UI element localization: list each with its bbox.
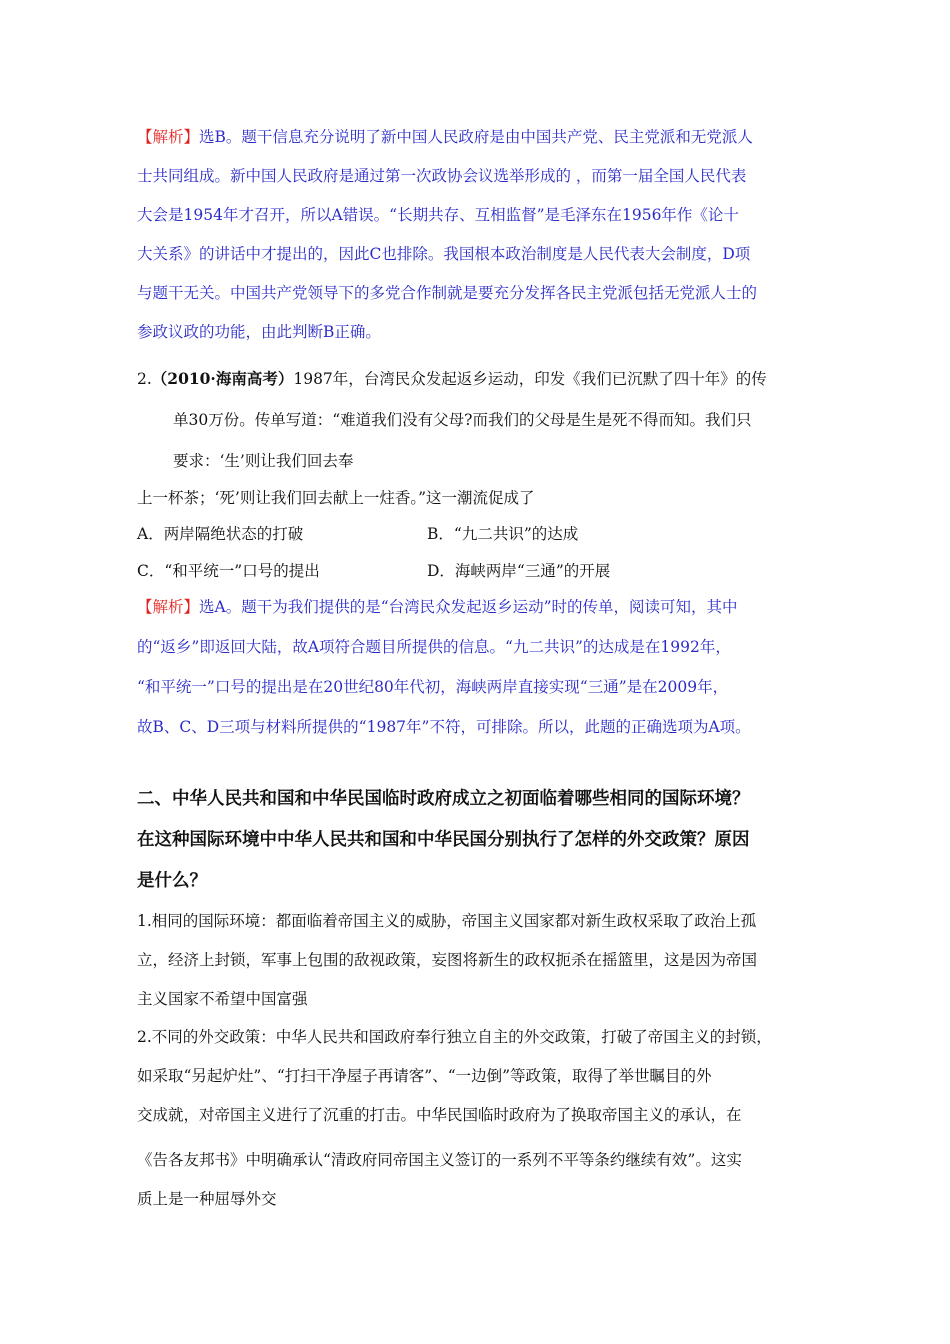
section-body-line-2: 立，经济上封锁，军事上包围的敌视政策，妄图将新生的政权扼杀在摇篮里，这是因为帝国 xyxy=(137,951,758,969)
analysis-1-line-1: 【解析】选B。题干信息充分说明了新中国人民政府是由中国共产党、民主党派和无党派人 xyxy=(137,128,753,146)
analysis-1-line-6: 参政议政的功能，由此判断B正确。 xyxy=(137,323,381,341)
section-body-line-8: 质上是一种屈辱外交 xyxy=(137,1190,277,1208)
analysis-2-line-3: “和平统一”口号的提出是在20世纪80年代初，海峡两岸直接实现“三通”是在2009年， xyxy=(137,678,729,696)
section-body-line-1: 1.相同的国际环境：都面临着帝国主义的威胁，帝国主义国家都对新生政权采取了政治上孤 xyxy=(137,912,757,930)
option-b: B．“九二共识”的达成 xyxy=(427,525,579,543)
section-heading-line-1: 二、中华人民共和国和中华民国临时政府成立之初面临着哪些相同的国际环境？ xyxy=(137,789,750,809)
option-c: C．“和平统一”口号的提出 xyxy=(137,562,320,580)
section-body-line-5: 如采取“另起炉灶”、“打扫干净屋子再请客”、“一边倒”等政策，取得了举世瞩目的外 xyxy=(137,1067,712,1085)
section-body-line-7: 《告各友邦书》中明确承认“清政府同帝国主义签订的一系列不平等条约继续有效”。这实 xyxy=(137,1151,742,1169)
analysis-1-tag: 【解析】 xyxy=(137,128,200,146)
question-number: 2. xyxy=(137,370,152,388)
question-2-line-4: 上一杯茶；‘死’则让我们回去献上一炷香。”这一潮流促成了 xyxy=(137,489,535,507)
analysis-1-line-4: 大关系》的讲话中才提出的，因此C也排除。我国根本政治制度是人民代表大会制度，D项 xyxy=(137,245,751,263)
section-heading-line-3: 是什么？ xyxy=(137,871,207,891)
question-source: （2010·海南高考） xyxy=(151,369,294,388)
section-heading-line-2: 在这种国际环境中中华人民共和国和中华民国分别执行了怎样的外交政策？原因 xyxy=(137,830,750,850)
section-body-line-6: 交成就，对帝国主义进行了沉重的打击。中华民国临时政府为了换取帝国主义的承认，在 xyxy=(137,1106,742,1124)
option-d: D．海峡两岸“三通”的开展 xyxy=(427,562,611,580)
section-body-line-4: 2.不同的外交政策：中华人民共和国政府奉行独立自主的外交政策，打破了帝国主义的封锁， xyxy=(137,1028,772,1046)
analysis-1-line-2: 士共同组成。新中国人民政府是通过第一次政协会议选举形成的 ，而第一届全国人民代表 xyxy=(137,167,747,185)
question-2-line-3: 要求：‘生’则让我们回去奉 xyxy=(173,452,354,470)
analysis-1-line-3: 大会是1954年才召开，所以A错误。“长期共存、互相监督”是毛泽东在1956年作《论十 xyxy=(137,206,739,224)
option-a: A．两岸隔绝状态的打破 xyxy=(137,525,304,543)
question-2-line-1: 2.（2010·海南高考）1987年，台湾民众发起返乡运动，印发《我们已沉默了四十年》的传 xyxy=(137,369,767,388)
question-2-line-2: 单30万份。传单写道：“难道我们没有父母?而我们的父母是生是死不得而知。我们只 xyxy=(173,411,752,429)
analysis-2-tag: 【解析】 xyxy=(137,598,200,616)
analysis-2-line-2: 的“返乡”即返回大陆，故A项符合题目所提供的信息。“九二共识”的达成是在1992年， xyxy=(137,638,731,656)
section-body-line-3: 主义国家不希望中国富强 xyxy=(137,990,308,1008)
analysis-1-line-5: 与题干无关。中国共产党领导下的多党合作制就是要充分发挥各民主党派包括无党派人士的 xyxy=(137,284,758,302)
analysis-2-line-1: 【解析】选A。题干为我们提供的是“台湾民众发起返乡运动”时的传单，阅读可知，其中 xyxy=(137,598,738,616)
analysis-2-line-4: 故B、C、D三项与材料所提供的“1987年”不符，可排除。所以，此题的正确选项为A项。 xyxy=(137,718,751,736)
